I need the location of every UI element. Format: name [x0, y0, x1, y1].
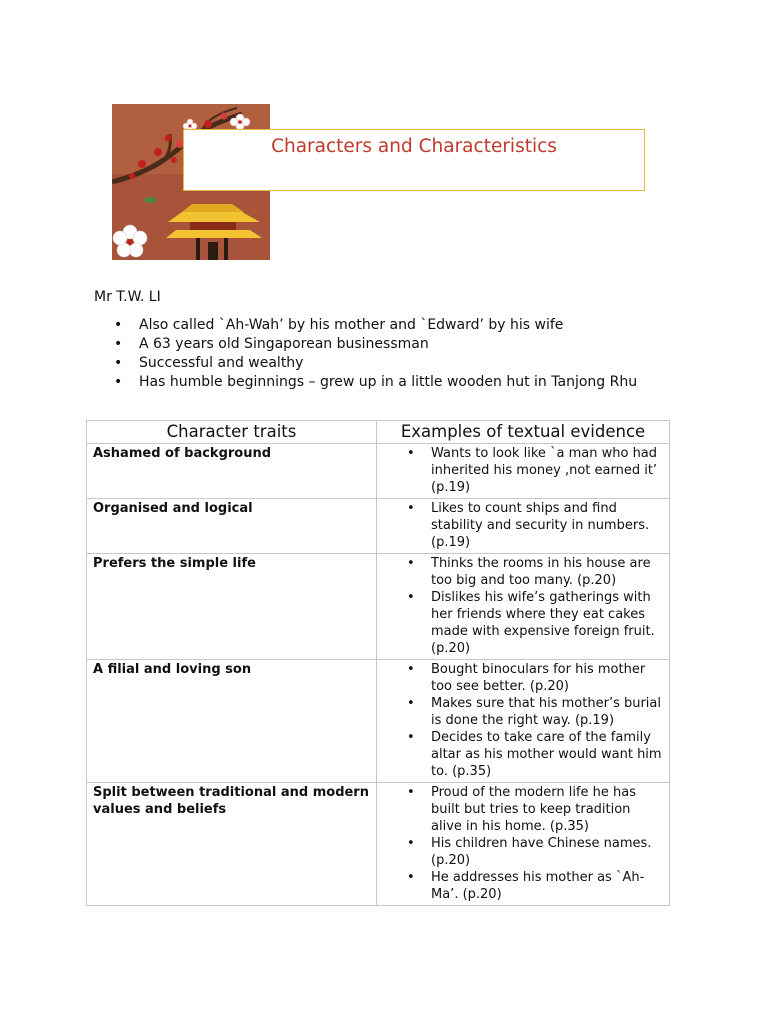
- evidence-cell: [377, 783, 670, 906]
- evidence-item: • Makes sure that his mother’s burial is done the right way. (p.19): [383, 695, 663, 729]
- trait-cell: Ashamed of background: [87, 444, 377, 499]
- evidence-item: • Decides to take care of the family altar as his mother would want him to. (p.35): [383, 729, 663, 780]
- trait-cell: Prefers the simple life: [87, 554, 377, 660]
- character-summary-list: [95, 316, 675, 392]
- list-item: • Successful and wealthy: [95, 354, 675, 373]
- list-item: • A 63 years old Singaporean businessman: [95, 335, 675, 354]
- evidence-cell: [377, 444, 670, 499]
- title-box: [183, 129, 645, 191]
- evidence-item: • Dislikes his wife’s gatherings with her friends where they eat cakes made with expensive foreign fruit. (p.20): [383, 589, 663, 657]
- character-traits-table: [86, 420, 670, 906]
- table-header-row: [87, 421, 670, 444]
- trait-cell: A filial and loving son: [87, 660, 377, 783]
- column-header-traits: Character traits: [87, 421, 377, 444]
- evidence-item: • He addresses his mother as `Ah-Ma’. (p.20): [383, 869, 663, 903]
- evidence-item: • His children have Chinese names. (p.20): [383, 835, 663, 869]
- evidence-item: • Bought binoculars for his mother too see better. (p.20): [383, 661, 663, 695]
- list-item: • Has humble beginnings – grew up in a little wooden hut in Tanjong Rhu: [95, 373, 675, 392]
- evidence-cell: [377, 499, 670, 554]
- evidence-item: • Proud of the modern life he has built but tries to keep tradition alive in his home. (p.35): [383, 784, 663, 835]
- character-name: Mr T.W. LI: [94, 289, 161, 305]
- page-title: Characters and Characteristics: [271, 136, 557, 157]
- table-row: [87, 499, 670, 554]
- column-header-evidence: Examples of textual evidence: [377, 421, 670, 444]
- evidence-cell: [377, 554, 670, 660]
- trait-cell: Split between traditional and modern values and beliefs: [87, 783, 377, 906]
- evidence-item: • Thinks the rooms in his house are too big and too many. (p.20): [383, 555, 663, 589]
- evidence-item: • Wants to look like `a man who had inherited his money ,not earned it’ (p.19): [383, 445, 663, 496]
- table-row: [87, 554, 670, 660]
- table-row: [87, 660, 670, 783]
- table-row: [87, 783, 670, 906]
- trait-cell: Organised and logical: [87, 499, 377, 554]
- table-row: [87, 444, 670, 499]
- evidence-cell: [377, 660, 670, 783]
- evidence-item: • Likes to count ships and find stability and security in numbers. (p.19): [383, 500, 663, 551]
- list-item: • Also called `Ah-Wah’ by his mother and `Edward’ by his wife: [95, 316, 675, 335]
